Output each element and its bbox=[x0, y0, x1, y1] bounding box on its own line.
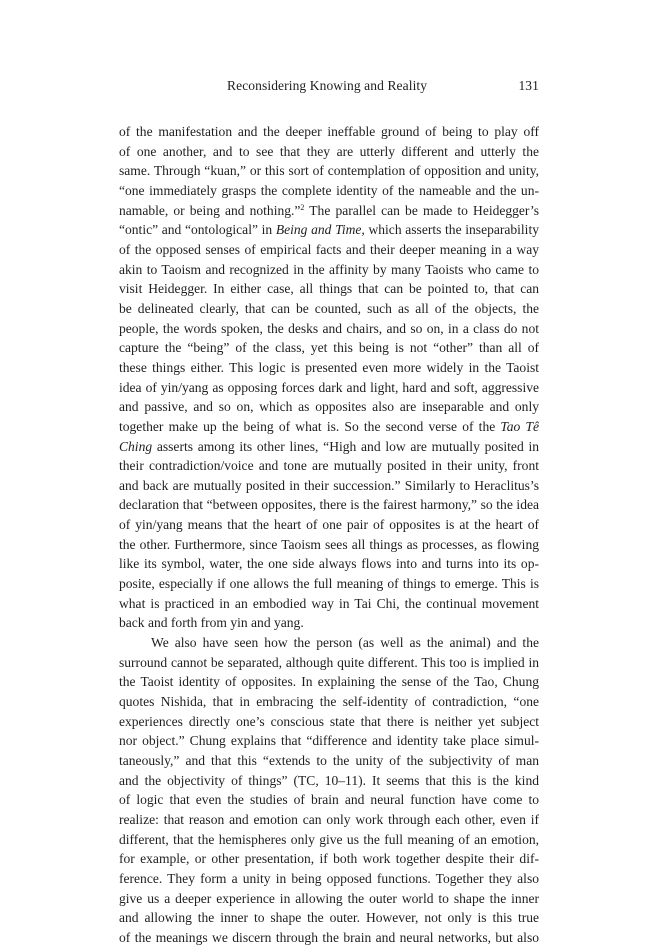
text-line: posite, especially if one allows the full meaning of things to emerge. This is bbox=[119, 576, 539, 592]
text-line: and passive, and so on, which as opposites also are inseparable and only bbox=[119, 399, 539, 415]
text-run: which asserts the inseparability bbox=[364, 222, 539, 238]
text-line: realize: that reason and emotion can only work through each other, even if bbox=[119, 811, 539, 827]
text-line: their contradiction/voice and tone are mutually posited in their unity, front bbox=[119, 458, 539, 474]
text-line: like its symbol, water, the one side always flows into and turns into its op- bbox=[119, 556, 539, 572]
text-line: of yin/yang means that the heart of one pair of opposites is at the heart of bbox=[119, 517, 539, 533]
text-line: of the opposed senses of empirical facts and their deeper meaning in a way bbox=[119, 241, 539, 257]
paragraph-2 bbox=[119, 633, 539, 948]
text-run: “ontic” and “ontological” in bbox=[119, 222, 276, 238]
text-line: visit Heidegger. In either case, all things that can be pointed to, that can bbox=[119, 281, 539, 297]
text-run: together make up the being of what is. So the second verse of the bbox=[119, 418, 501, 434]
text-line bbox=[119, 417, 539, 437]
text-line: of one another, and to see that they are utterly different and utterly the bbox=[119, 143, 539, 159]
text-line: these things either. This logic is presented even more widely in the Taoist bbox=[119, 359, 539, 375]
text-line bbox=[119, 201, 539, 221]
text-line: what is practiced in an embodied way in Tai Chi, the continual movement bbox=[119, 595, 539, 611]
text-line bbox=[119, 220, 539, 240]
text-line: and allowing the inner to shape the outer. However, not only is this true bbox=[119, 910, 539, 926]
text-line: people, the words spoken, the desks and chairs, and so on, in a class do not bbox=[119, 320, 539, 336]
text-line: same. Through “kuan,” or this sort of contemplation of opposition and unity, bbox=[119, 163, 539, 179]
text-line: and the objectivity of things” (TC, 10–11). It seems that this is the kind bbox=[119, 772, 539, 788]
book-title-italic: Ching bbox=[119, 438, 153, 454]
text-line: of the manifestation and the deeper ineffable ground of being to play off bbox=[119, 124, 539, 139]
text-line: capture the “being” of the class, yet this being is not “other” than all of bbox=[119, 340, 539, 356]
text-line: taneously,” and that this “extends to the unity of the subjectivity of man bbox=[119, 753, 539, 768]
running-title: Reconsidering Knowing and Reality bbox=[227, 78, 428, 93]
text-line: “one immediately grasps the complete identity of the nameable and the un- bbox=[119, 182, 539, 198]
text-line: of logic that even the studies of brain and neural function have come to bbox=[119, 792, 539, 808]
text-line: back and forth from yin and yang. bbox=[119, 615, 304, 631]
body-text bbox=[119, 122, 539, 948]
text-line: nor object.” Chung explains that “difference and identity take place simul- bbox=[119, 733, 539, 749]
text-line: the Taoist identity of opposites. In explaining the sense of the Tao, Chung bbox=[119, 674, 539, 690]
running-head bbox=[119, 78, 539, 98]
text-line: different, that the hemispheres only give us the full meaning of an emotion, bbox=[119, 831, 539, 847]
book-title-italic: Being and Time, bbox=[275, 222, 365, 238]
book-page bbox=[119, 78, 539, 948]
book-title-italic: Tao Tê bbox=[500, 418, 539, 434]
text-run: namable, or being and nothing.” bbox=[119, 202, 301, 218]
footnote-reference: 2 bbox=[300, 202, 305, 212]
text-line: quotes Nishida, that in embracing the self-identity of contradiction, “one bbox=[119, 694, 539, 710]
text-line: experiences directly one’s conscious state that there is neither yet subject bbox=[119, 713, 539, 729]
text-line: of the meanings we discern through the brain and neural networks, but also bbox=[119, 929, 539, 945]
text-line: akin to Taoism and recognized in the affinity by many Taoists who came to bbox=[119, 261, 539, 277]
text-line: We also have seen how the person (as well as the animal) and the bbox=[151, 635, 539, 651]
text-line: surround cannot be separated, although quite different. This too is implied in bbox=[119, 654, 539, 670]
text-line: declaration that “between opposites, there is the fairest harmony,” so the idea bbox=[119, 497, 539, 513]
page-number: 131 bbox=[518, 78, 539, 93]
text-line: the other. Furthermore, since Taoism sees all things as processes, as flowing bbox=[119, 536, 539, 552]
text-line: for example, or other presentation, if both work together despite their dif- bbox=[119, 851, 539, 867]
text-line: idea of yin/yang as opposing forces dark and light, hard and soft, aggressive bbox=[119, 379, 539, 395]
text-line bbox=[119, 437, 539, 457]
text-line: ference. They form a unity in being opposed functions. Together they also bbox=[119, 870, 539, 886]
text-line: be delineated clearly, that can be counted, such as all of the objects, the bbox=[119, 300, 539, 316]
text-line: give us a deeper experience in allowing the outer world to shape the inner bbox=[119, 890, 539, 906]
text-run: The parallel can be made to Heidegger’s bbox=[304, 202, 539, 218]
paragraph-1 bbox=[119, 122, 539, 633]
text-run: asserts among its other lines, “High and low are mutually posited in bbox=[152, 438, 539, 454]
text-line: and back are mutually posited in their succession.” Similarly to Heraclitus’s bbox=[119, 477, 539, 493]
